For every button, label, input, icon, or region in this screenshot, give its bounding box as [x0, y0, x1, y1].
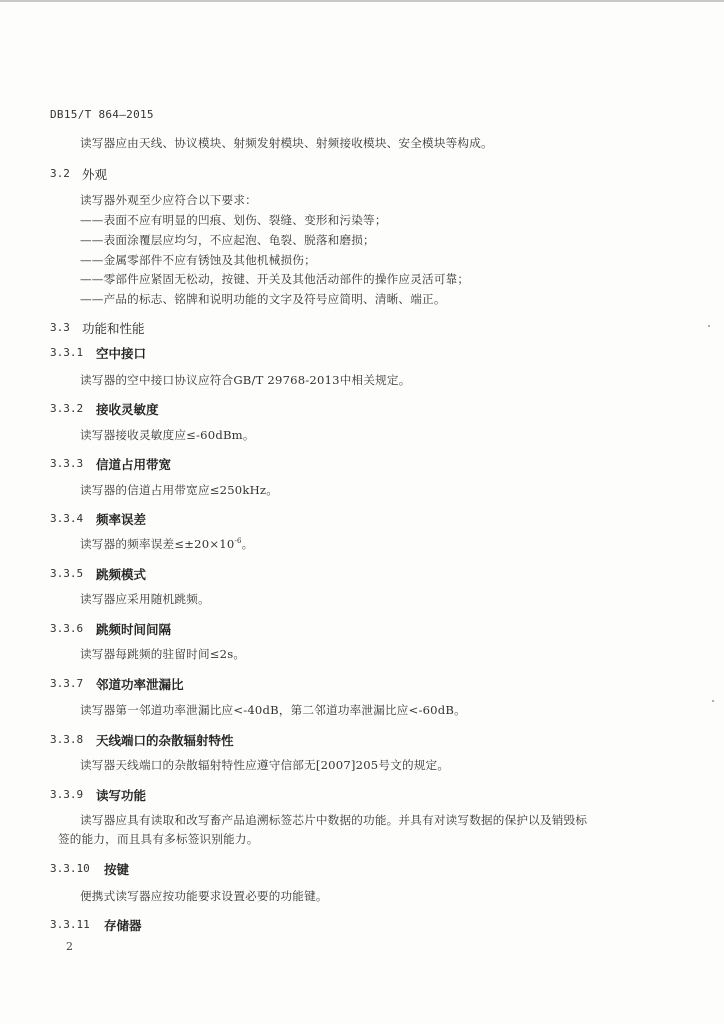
- list-item: ——金属零部件不应有锈蚀及其他机械损伤；: [80, 253, 316, 267]
- section-number: 3.3.8: [50, 733, 84, 746]
- section-body: 读写器接收灵敏度应≤-60dBm。: [80, 428, 255, 442]
- section-title: 接收灵敏度: [96, 402, 159, 417]
- list-item: ——表面不应有明显的凹痕、划伤、裂缝、变形和污染等；: [80, 213, 387, 227]
- body-text: 读写器的频率误差≤±20×10: [80, 537, 235, 551]
- page-top-border: [0, 0, 724, 2]
- section-number: 3.3.4: [50, 512, 84, 525]
- document-code: DB15/T 864—2015: [50, 108, 154, 121]
- section-number: 3.3.11: [50, 918, 90, 931]
- section-title: 信道占用带宽: [96, 457, 172, 472]
- section-number: 3.3.6: [50, 622, 84, 635]
- section-title: 跳频时间间隔: [96, 622, 172, 637]
- section-title: 空中接口: [96, 346, 147, 361]
- list-item: ——表面涂覆层应均匀，不应起泡、龟裂、脱落和磨损；: [80, 233, 375, 247]
- section-body: 读写器的空中接口协议应符合GB/T 29768-2013中相关规定。: [80, 373, 411, 387]
- section-body: 便携式读写器应按功能要求设置必要的功能键。: [80, 889, 328, 903]
- body-tail: 。: [241, 537, 254, 551]
- section-body-line-1: 读写器应具有读取和改写畜产品追溯标签芯片中数据的功能。并具有对读写数据的保护以及销毁标: [80, 813, 588, 827]
- section-title: 外观: [82, 167, 108, 182]
- section-title: 按键: [104, 862, 130, 877]
- section-title: 频率误差: [96, 512, 147, 527]
- section-body: 读写器天线端口的杂散辐射特性应遵守信部无[2007]205号文的规定。: [80, 758, 450, 772]
- section-number: 3.3.3: [50, 457, 84, 470]
- section-body: 读写器第一邻道功率泄漏比应<-40dB，第二邻道功率泄漏比应<-60dB。: [80, 703, 466, 717]
- section-body: 读写器应采用随机跳频。: [80, 592, 210, 606]
- section-number: 3.3.1: [50, 346, 84, 359]
- scan-speck: [708, 325, 710, 327]
- section-number: 3.3.9: [50, 788, 84, 801]
- section-number: 3.2: [50, 167, 70, 180]
- section-body: 读写器每跳频的驻留时间≤2s。: [80, 647, 246, 661]
- section-number: 3.3.5: [50, 567, 84, 580]
- page-number: 2: [66, 940, 73, 953]
- section-body: 读写器的信道占用带宽应≤250kHz。: [80, 483, 279, 497]
- list-item: ——零部件应紧固无松动，按键、开关及其他活动部件的操作应灵活可靠；: [80, 272, 470, 286]
- list-item: ——产品的标志、铭牌和说明功能的文字及符号应简明、清晰、端正。: [80, 292, 446, 306]
- section-number: 3.3.2: [50, 402, 84, 415]
- intro-paragraph: 读写器应由天线、协议模块、射频发射模块、射频接收模块、安全模块等构成。: [80, 136, 493, 150]
- scan-speck: [712, 700, 714, 702]
- section-title: 读写功能: [96, 788, 147, 803]
- section-title: 天线端口的杂散辐射特性: [96, 733, 234, 748]
- section-number: 3.3: [50, 321, 70, 334]
- section-body: [80, 536, 253, 552]
- section-title: 功能和性能: [82, 321, 145, 336]
- section-title: 邻道功率泄漏比: [96, 677, 184, 692]
- section-title: 跳频模式: [96, 567, 147, 582]
- exponent: -6: [234, 537, 242, 546]
- section-number: 3.3.10: [50, 862, 90, 875]
- section-lead: 读写器外观至少应符合以下要求：: [80, 193, 257, 207]
- section-title: 存储器: [104, 918, 142, 933]
- section-number: 3.3.7: [50, 677, 84, 690]
- section-body-line-2: 签的能力，而且具有多标签识别能力。: [58, 832, 259, 846]
